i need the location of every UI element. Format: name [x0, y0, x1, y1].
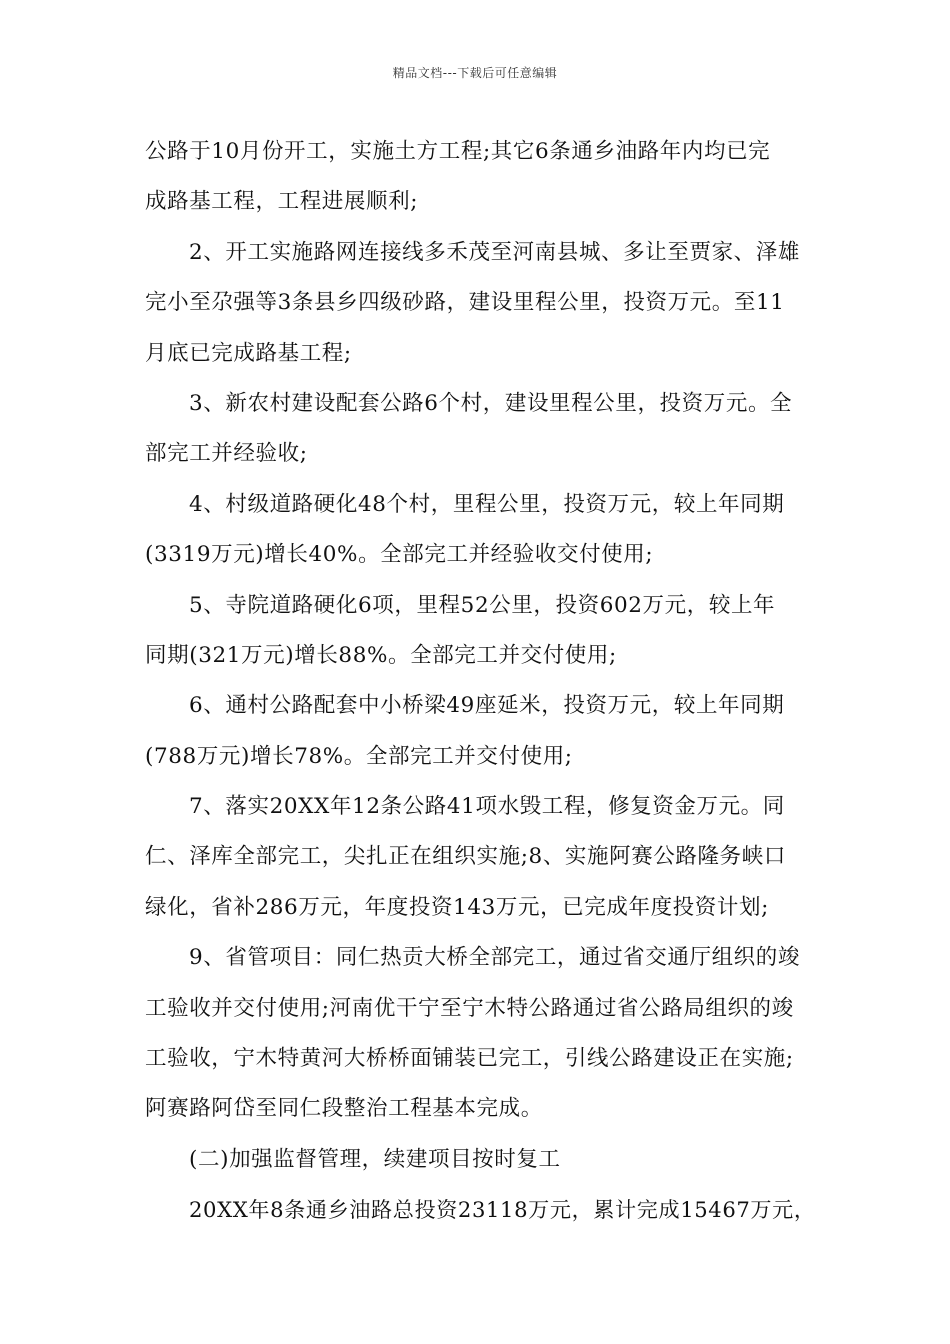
text-line: 完小至尕强等3条县乡四级砂路，建设里程公里，投资万元。至11 [145, 290, 785, 316]
text-line: (788万元)增长78%。全部完工并交付使用; [145, 743, 573, 769]
text-line: 成路基工程，工程进展顺利; [145, 189, 419, 215]
text-line: 绿化，省补286万元，年度投资143万元，已完成年度投资计划; [145, 894, 769, 920]
text-line: 3、新农村建设配套公路6个村，建设里程公里，投资万元。全 [189, 390, 793, 416]
text-line: 月底已完成路基工程; [145, 340, 352, 366]
text-line: 公路于10月份开工，实施土方工程;其它6条通乡油路年内均已完 [145, 139, 771, 164]
document-body [145, 127, 815, 1236]
text-line: 4、村级道路硬化48个村，里程公里，投资万元，较上年同期 [189, 491, 785, 517]
text-line: (二)加强监督管理，续建项目按时复工 [189, 1146, 561, 1172]
text-line: 6、通村公路配套中小桥梁49座延米，投资万元，较上年同期 [189, 693, 785, 719]
text-line: (3319万元)增长40%。全部完工并经验收交付使用; [145, 542, 654, 568]
text-line: 仁、泽库全部完工，尖扎正在组织实施;8、实施阿赛公路隆务峡口 [145, 844, 786, 870]
text-line: 工验收并交付使用;河南优干宁至宁木特公路通过省公路局组织的竣 [145, 995, 794, 1021]
text-line: 部完工并经验收; [145, 441, 308, 467]
text-line: 同期(321万元)增长88%。全部完工并交付使用; [145, 642, 617, 668]
text-line: 工验收，宁木特黄河大桥桥面铺装已完工，引线公路建设正在实施; [145, 1046, 794, 1072]
text-line: 阿赛路阿岱至同仁段整治工程基本完成。 [145, 1096, 543, 1122]
text-line: 7、落实20XX年12条公路41项水毁工程，修复资金万元。同 [189, 794, 785, 820]
text-line: 9、省管项目：同仁热贡大桥全部完工，通过省交通厅组织的竣 [189, 945, 800, 971]
page-header: 精品文档---下载后可任意编辑 [392, 66, 558, 80]
text-line: 5、寺院道路硬化6项，里程52公里，投资602万元，较上年 [189, 592, 776, 618]
text-line: 2、开工实施路网连接线多禾茂至河南县城、多让至贾家、泽雄 [189, 239, 800, 265]
text-line: 20XX年8条通乡油路总投资23118万元，累计完成15467万元， [189, 1197, 816, 1223]
